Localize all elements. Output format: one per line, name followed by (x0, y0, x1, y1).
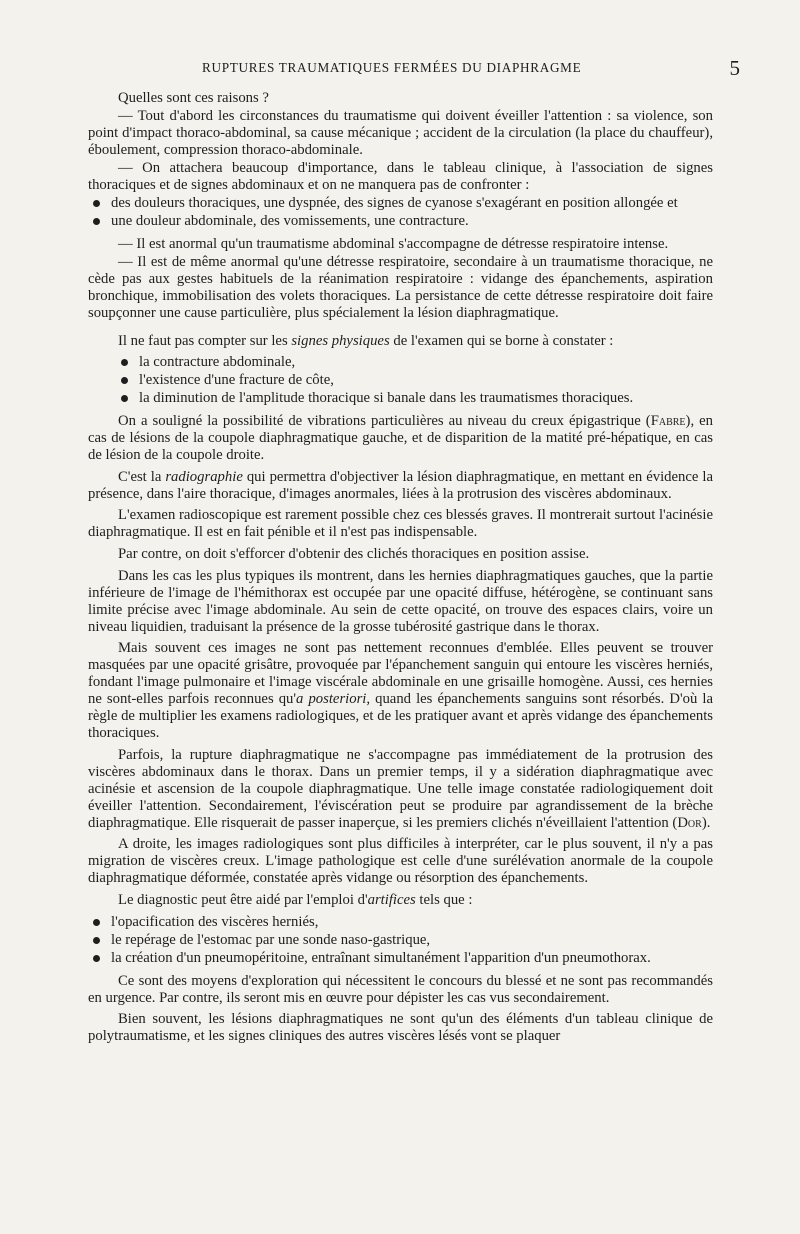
bullet-list (88, 195, 713, 230)
page-number: 5 (729, 56, 740, 80)
emphasis: radiographie (165, 468, 243, 485)
list-item (90, 213, 713, 230)
paragraph-text: quand les épanchements sanguins sont résorbés. D'où la règle de multiplier les examens radiologiques, et de les pratiquer avant et après vidange des épanchements thoraciques. (88, 691, 713, 742)
bullet-icon (93, 200, 100, 207)
list-item (118, 372, 713, 389)
paragraph (88, 747, 713, 832)
paragraph-text: C'est la (118, 468, 166, 485)
author-name: Dor (677, 814, 702, 831)
paragraph-text: Il ne faut pas compter sur les (118, 332, 292, 349)
list-item-text: la création d'un pneumopéritoine, entraînant simultanément l'apparition d'un pneumothorax. (111, 949, 651, 966)
bullet-icon (121, 359, 128, 366)
bullet-list (88, 914, 713, 967)
paragraph-text: On a souligné la possibilité de vibrations particulières au niveau du creux épigastrique ( (118, 413, 651, 430)
paragraph-text: ), en cas de lésions de la coupole diaphragmatique gauche, et de disparition de la matité pré-hépatique, en cas de lésion de la coupole droite. (88, 413, 713, 464)
bullet-icon (93, 955, 100, 962)
list-item-text: le repérage de l'estomac par une sonde naso-gastrique, (111, 931, 431, 948)
paragraph: — Il est anormal qu'un traumatisme abdominal s'accompagne de détresse respiratoire intense. (118, 236, 669, 252)
list-item (90, 932, 713, 949)
list-item (118, 390, 713, 407)
paragraph: — Tout d'abord les circonstances du traumatisme qui doivent éveiller l'attention : sa violence, son point d'impact thoraco-abdominal, sa cause mécanique ; accident de la circulation (la place du chauffeur), éboulement, compression thoraco-abdominale. (88, 108, 713, 158)
paragraph: Dans les cas les plus typiques ils montrent, dans les hernies diaphragmatiques gauches, que la partie inférieure de l'image de l'hémithorax est occupée par une opacité diffuse, hétérogène, se continuant sans limite précise avec l'image abdominale. Au sein de cette opacité, on trouve des espaces clairs, voire un niveau liquidien, traduisant la présence de la grosse tubérosité gastrique dans le thorax. (88, 567, 713, 635)
author-name: Fabre (650, 413, 686, 430)
bullet-icon (93, 937, 100, 944)
list-item-text: la diminution de l'amplitude thoracique si banale dans les traumatismes thoraciques. (139, 390, 634, 407)
list-item-text: l'existence d'une fracture de côte, (139, 372, 334, 389)
list-item (90, 195, 713, 212)
list-item-text: l'opacification des viscères herniés, (111, 913, 319, 930)
paragraph: A droite, les images radiologiques sont plus difficiles à interpréter, car le plus souvent, il n'y a pas migration de viscères creux. L'image pathologique est celle d'une surélévation anormale de la coupole diaphragmatique déformée, constatée après vidange ou résorption des épanchements. (88, 836, 713, 887)
paragraph: — On attachera beaucoup d'importance, dans le tableau clinique, à l'association de signes thoraciques et de signes abdominaux et on ne manquera pas de confronter : (88, 160, 713, 193)
paragraph (88, 892, 713, 909)
paragraph: L'examen radioscopique est rarement possible chez ces blessés graves. Il montrerait surtout l'acinésie diaphragmatique. Il est en fait pénible et il n'est pas indispensable. (88, 507, 713, 541)
bullet-icon (121, 377, 128, 384)
paragraph (88, 469, 713, 503)
paragraph: — Il est de même anormal qu'une détresse respiratoire, secondaire à un traumatisme thoracique, ne cède pas aux gestes habituels de la réanimation respiratoire : vidange des épanchements, aspiration bronchique, immobilisation des volets thoraciques. La persistance de cette détresse respiratoire doit faire soupçonner une cause particulière, plus spécialement la lésion diaphragmatique. (88, 254, 713, 321)
emphasis: signes physiques (291, 332, 390, 349)
emphasis: artifices (367, 891, 416, 908)
bullet-icon (121, 395, 128, 402)
body-text (88, 90, 713, 1050)
paragraph (88, 640, 713, 742)
paragraph-text: Mais souvent ces images ne sont pas nettement reconnues d'emblée. Elles peuvent se trouver masquées par une opacité grisâtre, provoquée par l'épanchement sanguin qui entoure les viscères herniés, fondant l'image pulmonaire et l'image viscérale abdominale en une grisaille homogène. Aussi, ces hernies ne sont-elles parfois reconnues qu' (88, 640, 713, 708)
paragraph-text: ). (701, 814, 711, 831)
bullet-icon (93, 218, 100, 225)
paragraph-text: Le diagnostic peut être aidé par l'emploi d' (118, 891, 368, 908)
paragraph-text: tels que : (415, 891, 473, 908)
list-item (90, 914, 713, 931)
list-item-text: des douleurs thoraciques, une dyspnée, des signes de cyanose s'exagérant en position allongée et (111, 195, 678, 211)
bullet-icon (93, 919, 100, 926)
paragraph: Ce sont des moyens d'exploration qui nécessitent le concours du blessé et ne sont pas recommandés en urgence. Par contre, ils seront mis en œuvre pour dépister les cas vus secondairement. (88, 972, 713, 1006)
list-item-text: une douleur abdominale, des vomissements, une contracture. (111, 213, 469, 229)
list-item (90, 950, 713, 967)
emphasis: a posteriori, (296, 691, 371, 708)
running-title: RUPTURES TRAUMATIQUES FERMÉES DU DIAPHRAGME (202, 60, 582, 75)
paragraph: Quelles sont ces raisons ? (118, 90, 269, 106)
bullet-list (88, 354, 713, 407)
paragraph (88, 333, 713, 350)
paragraph-text: qui permettra d'objectiver la lésion diaphragmatique, en mettant en évidence la présence, dans l'aire thoracique, d'images anormales, liées à la protrusion des viscères abdominaux. (88, 468, 713, 502)
paragraph-text: de l'examen qui se borne à constater : (389, 332, 614, 349)
list-item (118, 354, 713, 371)
page-header (180, 56, 740, 82)
paragraph (88, 413, 713, 464)
paragraph: Par contre, on doit s'efforcer d'obtenir des clichés thoraciques en position assise. (118, 545, 590, 562)
list-item-text: la contracture abdominale, (139, 354, 296, 371)
paragraph-text: Parfois, la rupture diaphragmatique ne s'accompagne pas immédiatement de la protrusion des viscères abdominaux dans le thorax. Dans un premier temps, il y a sidération diaphragmatique avec acinésie et ascension de la coupole diaphragmatique. Une telle image constatée radiologiquement doit éveiller l'attention. Secondairement, l'éviscération peut se produire par agrandissement de la brèche diaphragmatique. Elle risquerait de passer inaperçue, si les premiers clichés n'éveillaient l'attention ( (88, 746, 713, 831)
paragraph: Bien souvent, les lésions diaphragmatiques ne sont qu'un des éléments d'un tableau clinique de polytraumatisme, et les signes cliniques des autres viscères lésés vont se plaquer (88, 1011, 713, 1045)
